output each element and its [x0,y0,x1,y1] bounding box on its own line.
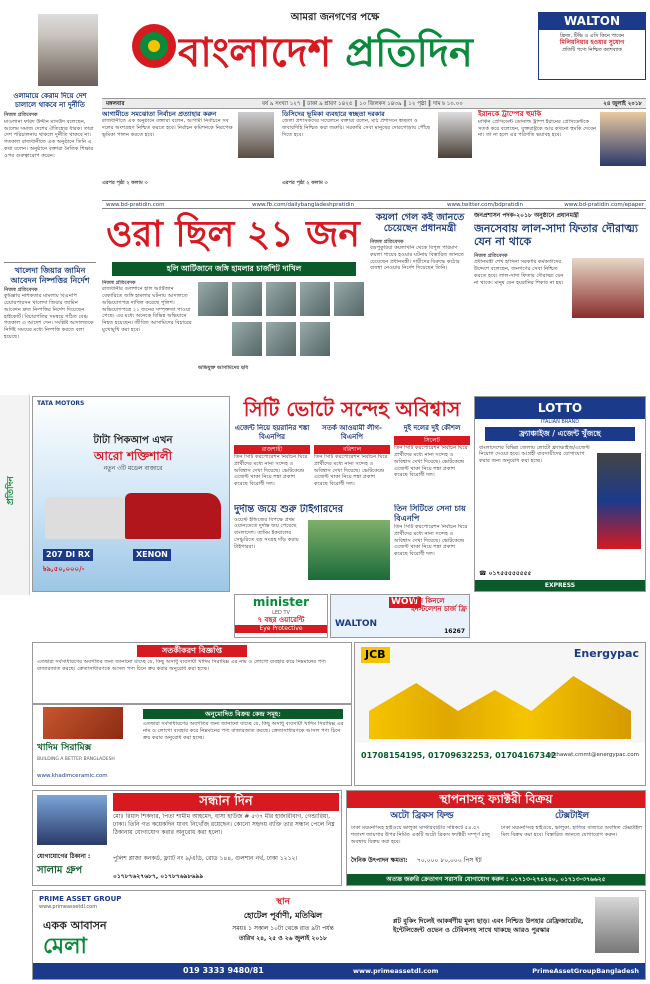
walton-top-line-3: প্রতিটি পণ্যে নিশ্চিত ক্যাশব্যাক [562,46,622,53]
masthead-issue-info: বর্ষ ৯ সংখ্যা ১২৭ ║ ঢাকা ৯ শ্রাবণ ১৪২৫ ║ ১০ জিলকদ ১৪৩৯ ║ ১২ পৃষ্ঠা ║ দাম ৳ ১০.০০ [262,101,463,107]
walton-top-line-2: মিলিয়নিয়ার হওয়ার সুযোগ [559,39,625,47]
khadim-ad [32,704,352,786]
main-photo-6 [232,322,262,356]
minister-eye: Eye Protective [235,625,327,633]
side-ad-strip [0,395,30,595]
missing-address: পুলিশ প্লাজা কনকর্ড, ফ্ল্যাট নং ৯/এডি, রোড ১৪৪, গুলশান নর্থ, ঢাকা ১২১২। [113,855,298,862]
lotto-ad [474,396,646,592]
tiger-photo [308,520,390,580]
city-col-1-headline: এজেন্ট নিয়ে হয়রানির শঙ্কা বিএনপির [234,424,310,441]
main-headline: ওরা ছিল ২১ জন [106,214,360,255]
city-col-1 [234,424,310,504]
left-second-text: কুমিল্লায় নাশকতার মামলায় বিএনপি চেয়ারপারসন খালেদা জিয়ার জামিন আবেদন দ্রুত নিষ্পত্তির নির্দেশ দিয়েছেন হাইকোর্ট। বিচারপতির সমন্বয়ে গঠিত বেঞ্চ গতকাল এ আদেশ দেন। সংশ্লিষ্ট আদালতকে নির্দিষ্ট সময়ের মধ্যে নিষ্পত্তি করতে বলা হয়েছে। [4,293,94,340]
city-col-3-headline: দুই দলের দুই কৌশল [403,424,461,432]
main-story-text: রাজধানীর গুলশানে হলি আর্টিজান বেকারিতে জঙ্গি হামলার ঘটনায় আদালতে অভিযোগপত্র দাখিল করেছে পুলিশ। অভিযোগপত্রে ২১ জনের সম্পৃক্ততা পাওয়া গেছে। এর মধ্যে অনেকে বিভিন্ন অভিযানে নিহত হয়েছেন। জীবিত আসামিদের বিচারের মুখোমুখি করা হবে। [102,286,192,333]
prime-phone: 019 3333 9480/81 [183,966,264,975]
pm-text: প্রধানমন্ত্রী শেখ হাসিনা সরকারি কর্মকর্তাদের উদ্দেশে বলেছেন, জনগণের সেবা নিশ্চিত করতে হবে। লাল-সাদা ফিতার দৌরাত্ম্য যেন না থাকে। মানুষ যেন হয়রানির শিকার না হয়। [474,259,564,286]
main-photo-8 [300,322,330,356]
prime-fb[interactable]: PrimeAssetGroupBangladesh [532,967,639,975]
top-story-b [282,110,432,198]
top-portrait-2 [438,112,472,158]
walton-top-line-1: ফ্রিজ, টিভি ও এসি কিনে পাবেন [559,33,625,39]
city-col-3 [394,424,470,504]
masthead-title-part-b: প্রতিদিন [345,29,473,76]
main-subheadline: হলি আর্টিজানে জঙ্গি হামলার চার্জশিট দাখিল [112,262,356,276]
tata-truck-2 [125,493,221,539]
left-lead-text: মাওলানা ফরিদ উদ্দীন মাসউদ বলেছেন, আলেম সমাজ দেশের ঐতিহ্যের ধারক। তারা দেশ পরিচালনায় থাকলে দুর্নীতি থাকবে না। গতকাল রাজধানীতে এক অনুষ্ঠানে তিনি এ কথা বলেন। অনুষ্ঠানে বক্তারা নৈতিক শিক্ষার ওপর গুরুত্বারোপ করেন। [4,118,94,159]
web-link-facebook[interactable]: www.fb.com/dailybangladeshpratidin [252,202,354,208]
top-story-c [478,110,598,198]
left-second-headline: খালেদা জিয়ার জামিন আবেদন নিষ্পত্তির নির্দেশ [10,266,90,285]
lotto-shoes [597,453,641,549]
main-story-photos [198,282,364,362]
city-col-2-text: তিন সিটি করপোরেশন নির্বাচন ঘিরে প্রার্থীদের মধ্যে নানা সন্দেহ ও অবিশ্বাস দেখা দিয়েছে। ভোটকেন্দ্রে এজেন্ট থাকা নিয়ে শঙ্কা প্রকাশ করেছে বিরোধী দল। [314,454,388,487]
missing-title: সন্ধান দিন [113,793,339,811]
tata-model-2: XENON [133,549,171,561]
prime-offer: প্লট বুকিং দিলেই আকর্ষণীয় মূল্য ছাড়। এবং নিশ্চিত উপহার রেফ্রিজারেটর, ইন্টেলিজেন্ট ওভেন ও টেবিলসহ সাথে থাকছে আরও পুরস্কার [393,917,584,934]
walton-ac-wow: WOW [391,597,419,607]
factory-title: স্থাপনাসহ ফ্যাক্টরী বিক্রয় [347,791,645,808]
city-col-2 [314,424,390,504]
army-story [394,504,470,590]
main-story-body [102,280,194,390]
missing-phone: ০১৭৮৭৬২৭৬৮৭, ০১৭৮৭৬৯৮৬৯৯ [113,873,204,880]
walton-ac-brand: WALTON [335,619,378,629]
khadim-notice [32,594,230,595]
coal-story [370,212,470,392]
tiger-text: ওয়েস্ট ইন্ডিজের বিপক্ষে প্রথম ওয়ানডেতে দুর্দান্ত জয় পেয়েছে বাংলাদেশ। তামিম ইকবালের সেঞ্চুরিতে বড় সংগ্রহ দাঁড় করায় টাইগাররা। [234,516,299,550]
top-story-a-text: রাজধানীতে এক অনুষ্ঠানে বক্তারা বলেন, আগামী নির্বাচনে সব দলের অংশগ্রহণ নিশ্চিত করতে হবে। নির্বাচন কমিশনকে নিরপেক্ষ ভূমিকা পালন করতে হবে। [102,118,233,138]
city-tag-rajshahi: রাজশাহী [234,445,310,455]
main-photo-1 [198,282,228,316]
lotto-sub: ITALIAN BRAND [540,419,580,425]
factory-left-text: ঢাকা ময়মনসিংহ হাইওয়ে ভালুকা মাস্টারবাড়ীর সন্নিকটে ৫৪.৫৭ শতাংশ জায়গার উপর নির্মিত একটি অটো ব্রিকস ফ্যাক্টরী সম্পূর্ণ চালু অবস্থায় বিক্রয় করা হবে। [351,825,490,845]
missing-text: মোঃ রিয়াদ শিকদার, পিতা শামীম আহমেদ, বাসা হাউজ # ৫৩৭ মীর হাজারীবাগ, গেন্ডারিয়া, ঢাকা। তিনি গত কয়েকদিন যাবৎ নিখোঁজ রয়েছেন। কোনো সহৃদয় ব্যক্তি তার সন্ধান পেলে নিম্ন ঠিকানায় যোগাযোগ করার অনুরোধ করা হলো। [113,813,335,836]
khadim-dealers: অনুমোদিত বিক্রয় কেন্দ্র সমূহ: [143,709,343,719]
factory-phone: অত্যন্ত জরুরি ক্রেতাগণ সরাসরি যোগাযোগ করুন : ০১৭১৩-২৭৪২৪০, ০১৭১৩-৩৭৬৬২৫ [347,874,645,886]
walton-ac-ad [330,594,470,638]
masthead-title-part-a: বাংলাদেশ [178,29,346,76]
web-link-twitter[interactable]: www.twitter.com/bdpratidin [447,202,524,208]
masthead-logo-mark [126,16,182,78]
top-story-a-more: এরপর পৃষ্ঠা ২ কলাম ৩ [102,180,148,187]
masthead-title [178,24,528,82]
energypac-ad [354,642,646,786]
walton-ac-text: এসি কিনলে ইনস্টলেশন চার্জ ফ্রি [411,597,467,614]
main-photo-7 [266,322,296,356]
notice-box [32,642,352,704]
energypac-mail: sekhawat.cmmt@energypac.com [546,752,639,759]
web-link-epaper[interactable]: www.bd-pratidin.com/epaper [564,202,644,208]
left-lead-story [4,92,96,272]
walton-top-brand: WALTON [539,13,645,30]
main-photo-5 [334,282,364,316]
masthead-day: মঙ্গলবার [106,101,125,107]
khadim-dealer-list: এতদ্বারা সর্বসাধারণের অবগতির জন্য জানানো যাচ্ছে যে, কিছু অসাধু ব্যবসায়ী খাদিম সিরামিক্স এর নাম ও লোগো ব্যবহার করে নিম্নমানের পণ্য বাজারজাত করছে। ক্রেতাসাধারণকে আসল পণ্য চিনে ক্রয় করার অনুরোধ করা হচ্ছে। [143,721,344,741]
city-col-1-text: তিন সিটি করপোরেশন নির্বাচন ঘিরে প্রার্থীদের মধ্যে নানা সন্দেহ ও অবিশ্বাস দেখা দিয়েছে। ভোটকেন্দ্রে এজেন্ট থাকা নিয়ে শঙ্কা প্রকাশ করেছে বিরোধী দল। [234,454,308,487]
lotto-phone: ☎ ০১৭৫৫৫৫৫৫৫৫ [479,569,532,577]
pm-byline: নিজস্ব প্রতিবেদক [474,253,508,259]
minister-brand: minister [252,595,310,609]
energypac-brand: Energypac [573,647,639,660]
prime-brand: PRIME ASSET GROUP [39,895,122,903]
top-story-b-text: জেলা প্রশাসকদের সম্মেলনে বক্তারা বলেন, মাঠ প্রশাসনে স্বচ্ছতা ও জবাবদিহি নিশ্চিত করা জরুরি। সরকারি সেবা মানুষের দোরগোড়ায় পৌঁছে দিতে হবে। [282,118,431,138]
city-col-2-headline: সতর্ক আওয়ামী লীগ-বিএনপি [322,424,382,441]
walton-top-ad [538,12,646,80]
left-lead-byline: নিজস্ব প্রতিবেদক [4,111,38,118]
lotto-footer: EXPRESS [475,580,645,591]
pm-headline: জনসেবায় লাল-সাদা ফিতার দৌরাত্ম্য যেন না থাকে [474,221,639,249]
city-tag-barishal: বরিশাল [314,445,390,455]
tata-line-2: আরো শক্তিশালী [93,449,173,463]
tata-line-1: টাটা পিকআপ এখন [93,435,173,446]
pm-photo [572,258,644,318]
left-portrait [38,14,98,86]
notice-title: সতর্কীকরণ বিজ্ঞপ্তি [137,645,247,657]
prime-web-top[interactable]: www.primeassetdl.com [39,904,98,910]
coal-text: বড়পুকুরিয়া কয়লাখনি থেকে বিপুল পরিমাণ কয়লা গায়েব হওয়ার ঘটনায় বিস্তারিত জানতে চেয়েছেন প্রধানমন্ত্রী। দায়ীদের বিরুদ্ধে কঠোর ব্যবস্থা নেওয়ার নির্দেশ দিয়েছেন তিনি। [370,245,464,272]
top-story-c-text: মার্কিন প্রেসিডেন্ট ডোনাল্ড ট্রাম্প ইরানের প্রেসিডেন্টকে সতর্ক করে বলেছেন, যুক্তরাষ্ট্রকে আর কখনো হুমকি দেবেন না। তা না হলে এর পরিণতি ভয়াবহ হবে। [478,118,597,139]
web-link-site[interactable]: www.bd-pratidin.com [106,202,165,208]
energypac-phone: 01708154195, 01709632253, 01704167342 [361,751,557,760]
main-photo-caption: অভিযুক্ত আসামিদের ছবি [198,365,249,371]
army-text: তিন সিটি করপোরেশন নির্বাচন ঘিরে প্রার্থীদের মধ্যে নানা সন্দেহ ও অবিশ্বাস দেখা দিয়েছে। ভোটকেন্দ্রে এজেন্ট থাকা নিয়ে শঙ্কা প্রকাশ করেছে বিরোধী দল। [394,524,468,557]
top-story-b-more: এরপর পৃষ্ঠা ২ কলাম ৩ [282,180,328,187]
prime-ekok: একক আবাসন [43,919,107,932]
factory-ad [346,790,646,886]
missing-contact-label: যোগাযোগের ঠিকানা : [37,853,91,860]
minister-sub: LED TV [272,610,290,616]
prime-footer [33,963,645,979]
tiger-story [234,504,390,590]
prime-appliances [595,897,639,953]
tata-line-3: নতুন ৩টি মডেল বাজারে [103,465,163,472]
factory-right-text: ঢাকা ময়মনসিংহ হাইওয়ে, ভালুকা, হাজির বাজারে অবস্থিত টেক্সটাইল মিল বিক্রয় করা হবে। বিস্তারিত জানতে যোগাযোগ করুন। [501,825,642,838]
masthead-slogan: আমরা জনগণের পক্ষে [290,12,380,23]
prime-venue: হোটেল পূর্বাণী, মতিঝিল [243,911,323,920]
main-photo-2 [232,282,262,316]
logo-sun-icon [126,16,182,78]
jcb-machines [369,669,631,739]
top-story-a [102,110,234,198]
top-portrait-trump [600,112,646,166]
missing-contact-name: সালাম গ্রুপ [37,865,83,876]
tata-brand: TATA MOTORS [37,400,85,407]
khadim-tiles [43,707,123,739]
lotto-text: বাংলাদেশের বিভিন্ন জেলায় লোটো ফ্র্যাঞ্চাইজ/এজেন্ট নিয়োগ দেওয়া হবে। আগ্রহী ব্যবসায়ীদের যোগাযোগ করার জন্য অনুরোধ করা হচ্ছে। [479,444,590,465]
top-story-c-headline: ইরানকে ট্রাম্পের হুমকি [478,110,542,118]
notice-text: এতদ্বারা সর্বসাধারণের অবগতির জন্য জানানো যাচ্ছে যে, কিছু অসাধু ব্যবসায়ী খাদিম সিরামিক্স এর নাম ও লোগো ব্যবহার করে নিম্নমানের পণ্য বাজারজাত করছে। ক্রেতাসাধারণকে আসল পণ্য চিনে ক্রয় করার অনুরোধ করা হচ্ছে। [37,659,326,672]
khadim-brand: খাদিম সিরামিক্স [37,743,92,753]
tiger-headline: দুর্দান্ত জয়ে শুরু টাইগারদের [234,504,344,515]
tata-model-1: 207 DI RX [43,549,93,561]
top-story-b-headline: ডিসিদের ভূমিকা ব্যবহারে স্বচ্ছতা দরকার [282,110,385,118]
walton-ac-hotline: 16267 [444,627,465,635]
top-portrait-1 [238,112,274,158]
city-tag-sylhet: সিলেট [394,436,470,446]
masthead-date: ২৪ জুলাই ২০১৮ [603,101,642,107]
pm-kicker: জনপ্রশাসন পদক-২০১৮ অনুষ্ঠানে প্রধানমন্ত্রী [474,212,579,219]
factory-capacity-val: ৭০,০০০ ৮০,০০০ পিস ইট [417,857,482,864]
prime-asset-ad [32,890,646,980]
prime-venue-label: স্থান [276,897,290,907]
left-second-byline: নিজস্ব প্রতিবেদক [4,287,38,294]
pm-story [474,212,646,392]
factory-left-head: অটো ব্রিকস ফিল্ড [390,811,454,821]
factory-right-head: টেক্সটাইল [554,811,590,821]
top-story-a-headline: আগামীতে সমঝোতা নির্বাচন প্রত্যাহার করুন [102,110,217,118]
lotto-title: ফ্র্যাঞ্চাইজ / এজেন্ট খুঁজছে [485,427,635,440]
main-story-byline: নিজস্ব প্রতিবেদক [102,280,136,286]
khadim-tag: BUILDING A BETTER BANGLADESH [37,757,115,762]
prime-mela: মেলা [43,934,87,959]
tata-truck-1 [45,497,131,539]
masthead-info-bar [102,98,646,109]
missing-photo [37,795,107,845]
lotto-brand: LOTTO [537,401,583,415]
army-headline: তিন সিটিতে সেনা চায় বিএনপি [394,504,466,523]
city-col-3-text: তিন সিটি করপোরেশন নির্বাচন ঘিরে প্রার্থীদের মধ্যে নানা সন্দেহ ও অবিশ্বাস দেখা দিয়েছে। ভোটকেন্দ্রে এজেন্ট থাকা নিয়ে শঙ্কা প্রকাশ করেছে বিরোধী দল। [394,445,468,479]
left-second-story [4,262,96,382]
main-photo-4 [300,282,330,316]
khadim-web[interactable]: www.khadimceramic.com [37,773,108,779]
prime-date: তারিখ ২৪, ২৫ ও ২৬ জুলাই ২০১৮ [238,935,328,942]
minister-warranty: ৭ বছর ওয়ারেন্টি [257,616,305,625]
prime-time: সময়ঃ ১ সকাল ১০টা থেকে রাত ৯টা পর্যন্ত [232,925,334,932]
tata-price: ৳৯,৫০,০০০/- [43,565,85,573]
main-photo-3 [266,282,296,316]
left-lead-headline: ওলামায়ে কেরাম দিয়ে দেশ চালালে থাকবে না দুর্নীতি [13,92,87,109]
missing-ad [32,790,342,886]
jcb-logo: JCB [361,647,390,663]
coal-headline: কয়লা গেল কই জানতে চেয়েছেন প্রধানমন্ত্রী [375,212,465,235]
factory-capacity: দৈনিক উৎপাদন ক্ষমতা: [351,857,408,864]
prime-web[interactable]: www.primeassetdl.com [353,967,439,975]
web-links-strip [102,200,646,209]
minister-ad [234,594,328,638]
side-ad-label: প্রতিদিন [6,476,16,505]
lotto-header [475,397,645,419]
city-election-headline: সিটি ভোটে সন্দেহ অবিশ্বাস [243,397,461,421]
tata-ad [32,396,230,592]
coal-byline: নিজস্ব প্রতিবেদক [370,238,404,245]
